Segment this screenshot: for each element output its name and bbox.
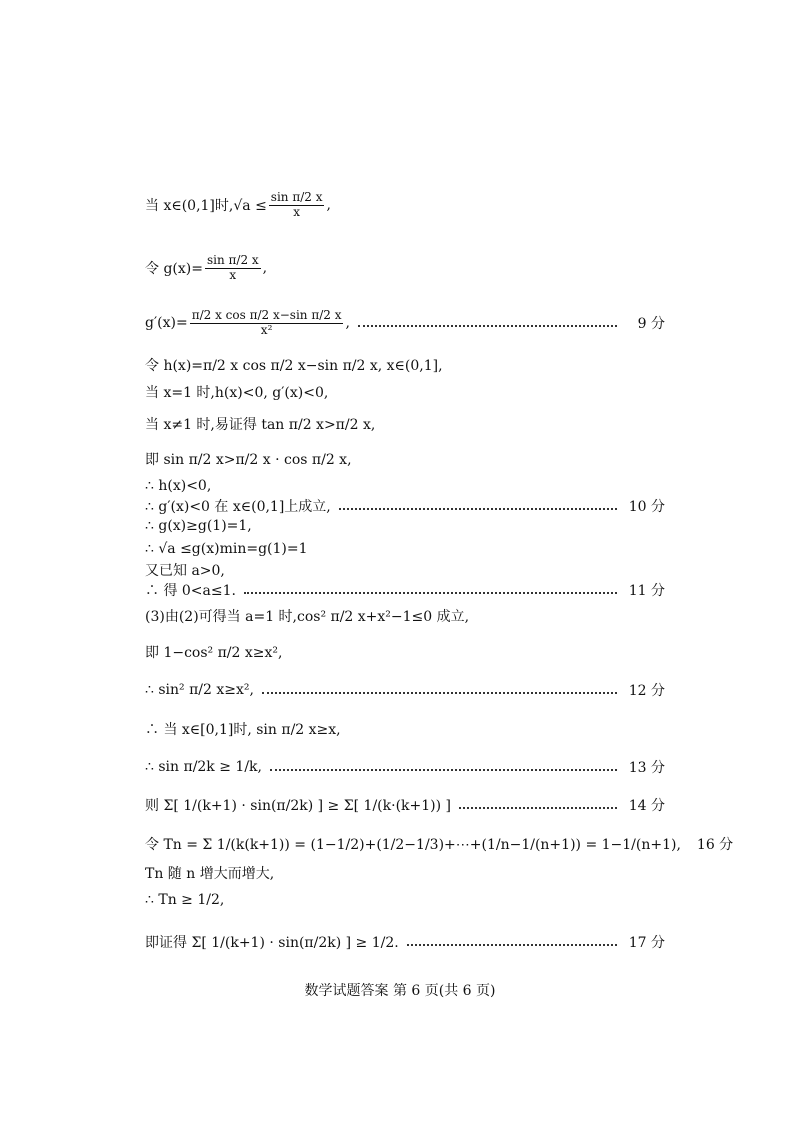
solution-line-3 [145, 303, 665, 343]
score-label: 12 分 [628, 683, 665, 699]
fraction-numerator: sin π/2 x [270, 190, 323, 205]
solution-line-22 [145, 880, 665, 920]
score-label: 14 分 [628, 798, 665, 814]
line-text: ∴ 得 0<a≤1. [145, 583, 236, 599]
leader-dots [244, 592, 617, 594]
solution-line-17 [145, 709, 665, 749]
score-label: 17 分 [628, 935, 665, 951]
fraction-numerator: π/2 x cos π/2 x−sin π/2 x [191, 308, 342, 323]
solution-line-1 [145, 185, 665, 225]
solution-line-6 [145, 404, 665, 444]
line-suffix: , [262, 260, 268, 276]
fraction-numerator: sin π/2 x [206, 253, 259, 268]
line-text: 令 h(x)=π/2 x cos π/2 x−sin π/2 x, x∈(0,1], [145, 358, 443, 374]
score-label: 10 分 [628, 499, 665, 515]
page-footer: 数学试题答案 第 6 页(共 6 页) [304, 983, 496, 999]
line-text: ∴ 当 x∈[0,1]时, sin π/2 x≥x, [145, 722, 341, 738]
score-label: 16 分 [696, 837, 734, 853]
line-text: 令 g(x)= [145, 261, 203, 277]
fraction-denominator: x² [260, 322, 273, 337]
line-text: 当 x≠1 时,易证得 tan π/2 x>π/2 x, [145, 417, 376, 433]
line-text: 又已知 a>0, [145, 563, 225, 579]
line-text: (3)由(2)可得当 a=1 时,cos² π/2 x+x²−1≤0 成立, [145, 609, 470, 625]
line-text: ∴ g(x)≥g(1)=1, [145, 518, 252, 534]
fraction [205, 254, 261, 281]
solution-line-15 [145, 632, 665, 672]
line-text: 即 1−cos² π/2 x≥x², [145, 645, 283, 661]
solution-line-2 [145, 248, 665, 288]
line-text: 令 Tn = Σ 1/(k(k+1)) = (1−1/2)+(1/2−1/3)+⋯+(1/n−1/(n+1)) = 1−1/(n+1), [145, 837, 681, 853]
solution-line-19 [145, 785, 665, 825]
line-text: ∴ Tn ≥ 1/2, [145, 892, 225, 908]
leader-dots [358, 325, 617, 327]
leader-dots [407, 944, 617, 946]
solution-line-23 [145, 922, 665, 962]
line-suffix: , [345, 315, 350, 331]
line-text: ∴ √a ≤g(x)min=g(1)=1 [145, 541, 308, 557]
line-text: Tn 随 n 增大而增大, [145, 866, 275, 882]
line-text: ∴ sin π/2k ≥ 1/k, [145, 759, 262, 775]
line-suffix: , [326, 197, 331, 213]
line-text: ∴ h(x)<0, [145, 478, 212, 494]
solution-line-16 [145, 670, 665, 710]
leader-dots [459, 807, 617, 809]
fraction [269, 191, 325, 218]
line-text: 即 sin π/2 x>π/2 x · cos π/2 x, [145, 452, 352, 468]
fraction-denominator: x [293, 204, 301, 219]
solution-line-18 [145, 747, 665, 787]
line-text: g′(x)= [145, 315, 188, 331]
line-text: 即证得 Σ[ 1/(k+1) · sin(π/2k) ] ≥ 1/2. [145, 935, 399, 951]
line-text: 当 x∈(0,1]时,√a ≤ [145, 198, 267, 214]
line-text: ∴ g′(x)<0 在 x∈(0,1]上成立, [145, 499, 331, 515]
solution-line-14 [145, 596, 665, 636]
score-label: 9 分 [637, 316, 665, 332]
line-text: ∴ sin² π/2 x≥x², [145, 682, 254, 698]
score-label: 11 分 [628, 583, 665, 599]
leader-dots [262, 692, 617, 694]
score-label: 13 分 [628, 760, 665, 776]
line-text: 当 x=1 时,h(x)<0, g′(x)<0, [145, 385, 329, 401]
fraction-denominator: x [229, 267, 237, 282]
leader-dots [270, 769, 617, 771]
fraction [190, 309, 344, 336]
line-text: 则 Σ[ 1/(k+1) · sin(π/2k) ] ≥ Σ[ 1/(k·(k+1)) ] [145, 798, 451, 814]
